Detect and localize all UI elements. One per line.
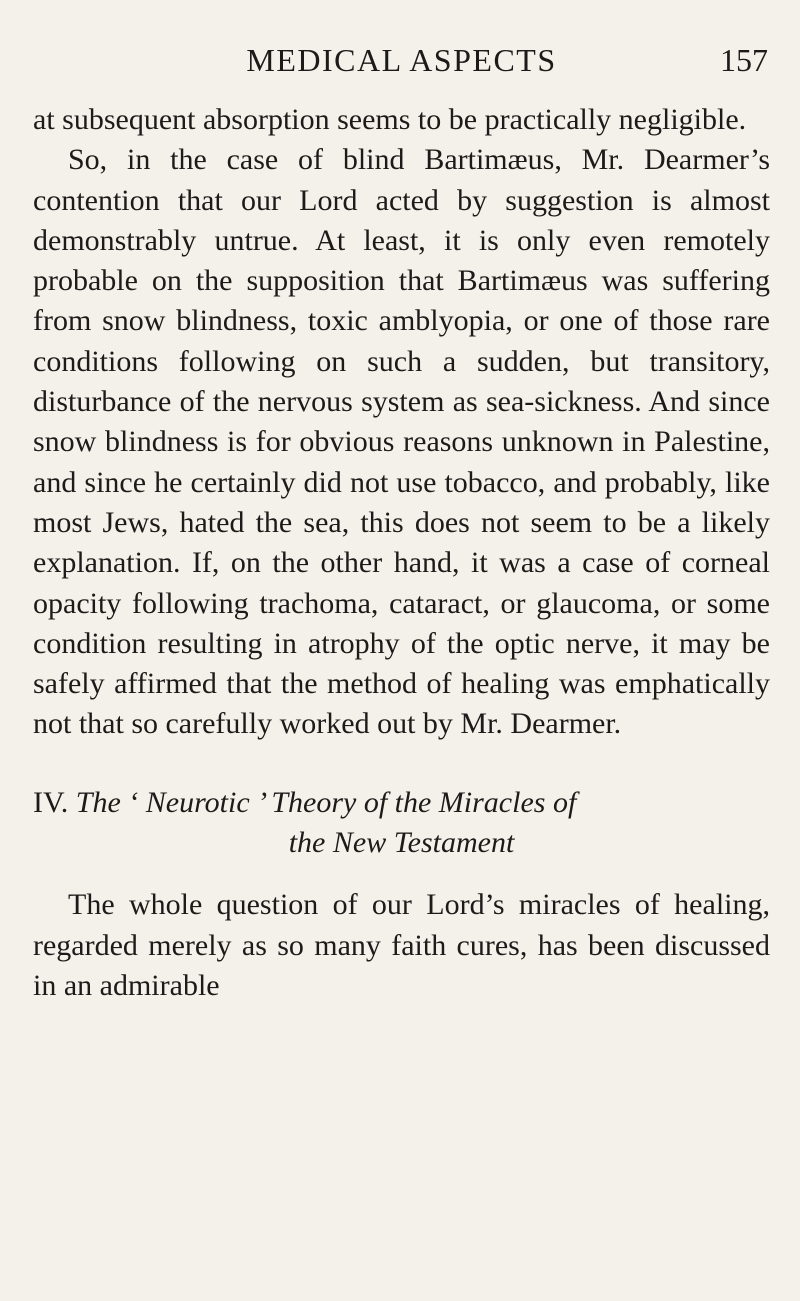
paragraph-closing: The whole question of our Lord’s miracles of healing, regarded merely as so many faith cures, has been discussed in an admirable — [33, 888, 770, 1002]
running-head — [33, 40, 770, 100]
running-title: MEDICAL ASPECTS — [246, 42, 557, 78]
section-heading-line-1 — [33, 783, 770, 823]
section-numeral: IV. — [33, 785, 69, 819]
body-text — [33, 100, 770, 1006]
section-title-part-2: the New Testament — [288, 826, 515, 860]
paragraph-bartimaeus: So, in the case of blind Bartimæus, Mr. Dearmer’s contention that our Lord acted by suggestion is almost demonstrably untrue. At least, it is only even remotely probable on the supposition that Bartimæus was suffering from snow blindness, toxic amblyopia, or one of those rare conditions following on such a sudden, but transitory, disturbance of the nervous system as sea-sickness. And since snow blindness is for obvious reasons unknown in Palestine, and since he certainly did not use tobacco, and probably, like most Jews, hated the sea, this does not seem to be a likely explanation. If, on the other hand, it was a case of corneal opacity following trachoma, cataract, or glaucoma, or some condition resulting in atrophy of the optic nerve, it may be safely affirmed that the method of healing was emphatically not that so carefully worked out by Mr. Dearmer. — [33, 143, 770, 741]
section-heading — [33, 783, 770, 864]
page-number: 157 — [720, 42, 768, 78]
section-title-part-1: The ‘ Neurotic ’ Theory of the Miracles of — [75, 785, 577, 819]
paragraph-continuation: at subsequent absorption seems to be practically negligible. — [33, 103, 747, 136]
